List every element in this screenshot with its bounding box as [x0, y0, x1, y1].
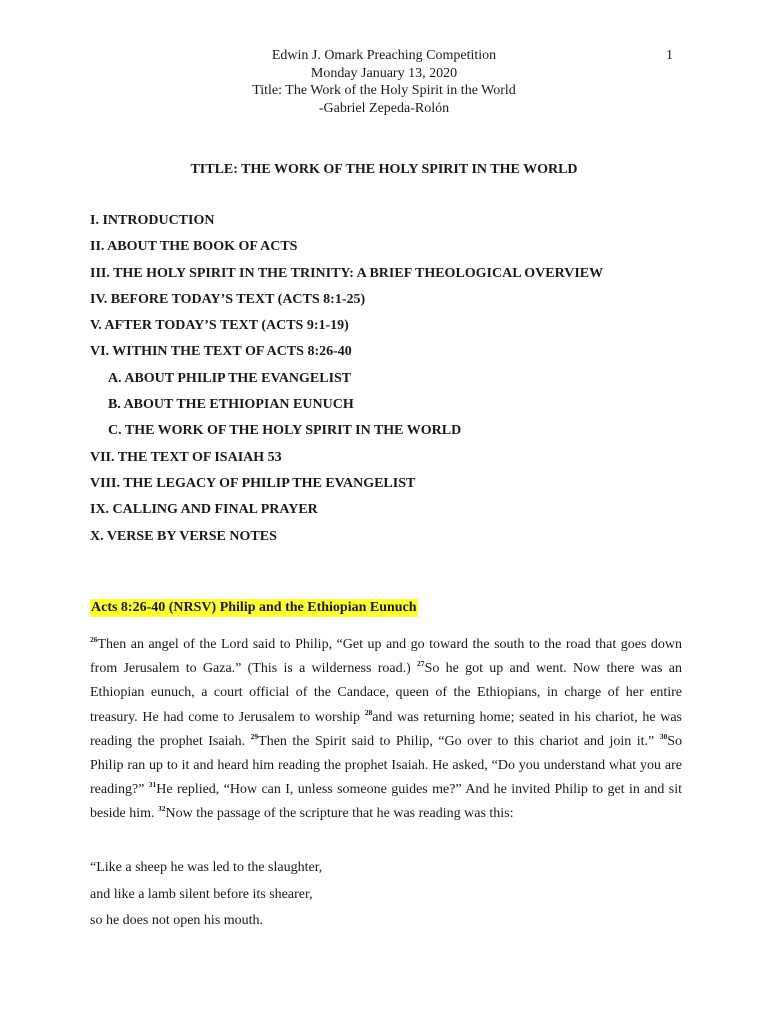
outline-item: IV. BEFORE TODAY’S TEXT (ACTS 8:1-25) — [90, 291, 366, 307]
outline-item: I. INTRODUCTION — [90, 213, 215, 228]
page-header — [200, 47, 568, 117]
quoted-poem — [90, 855, 322, 935]
verse-text: He replied, “How can I, unless someone guides me?” And he invited Philip to get in and sit beside him. — [90, 782, 682, 822]
outline-item: II. ABOUT THE BOOK OF ACTS — [90, 239, 298, 255]
header-line-competition: Edwin J. Omark Preaching Competition — [271, 48, 497, 63]
outline-subitem: A. ABOUT PHILIP THE EVANGELIST — [108, 370, 352, 386]
poem-line: “Like a sheep he was led to the slaughter, — [90, 860, 323, 875]
verse-text: Then the Spirit said to Philip, “Go over to this chariot and join it.” — [258, 733, 660, 749]
verse-number: 28 — [364, 707, 373, 717]
verse-text: So Philip ran up to it and heard him reading the prophet Isaiah. He asked, “Do you understand what you are reading?” — [90, 733, 682, 798]
verse-number: 29 — [250, 731, 259, 741]
verse-number: 26 — [90, 635, 98, 644]
verse-text: So he got up and went. Now there was an Ethiopian eunuch, a court official of the Candace, queen of the Ethiopians, in charge of her entire treasury. He had come to Jerusalem to worship — [90, 661, 682, 725]
document-title: TITLE: THE WORK OF THE HOLY SPIRIT IN THE WORLD — [190, 162, 578, 177]
verse-text: and was returning home; seated in his chariot, he was reading the prophet Isaiah. — [90, 709, 683, 749]
page-number: 1 — [666, 48, 673, 63]
verse-number: 31 — [148, 780, 157, 790]
outline-item: III. THE HOLY SPIRIT IN THE TRINITY: A BRIEF THEOLOGICAL OVERVIEW — [90, 265, 604, 281]
header-line-title: Title: The Work of the Holy Spirit in the World — [252, 83, 516, 98]
outline-subitem: C. THE WORK OF THE HOLY SPIRIT IN THE WORLD — [108, 423, 462, 439]
outline-subitem: B. ABOUT THE ETHIOPIAN EUNUCH — [108, 397, 354, 413]
outline-item: VIII. THE LEGACY OF PHILIP THE EVANGELIST — [90, 475, 416, 491]
verse-text: Then an angel of the Lord said to Philip, “Get up and go toward the south to the road that goes down from Jerusalem to Gaza.” (This is a wilderness road.) — [90, 637, 682, 677]
verse-number: 30 — [659, 731, 668, 741]
poem-line: so he does not open his mouth. — [90, 913, 264, 928]
poem-line: and like a lamb silent before its shearer, — [90, 886, 313, 902]
header-line-date: Monday January 13, 2020 — [310, 65, 458, 81]
verse-text: Now the passage of the scripture that he was reading was this: — [165, 806, 514, 822]
passage-heading-highlighted: Acts 8:26-40 (NRSV) Philip and the Ethiopian Eunuch — [91, 600, 417, 615]
verse-number: 27 — [417, 659, 425, 669]
header-line-author: -Gabriel Zepeda-Rolón — [318, 100, 450, 116]
sermon-outline — [90, 212, 603, 554]
verse-number: 32 — [158, 804, 166, 814]
outline-item: V. AFTER TODAY’S TEXT (ACTS 9:1-19) — [90, 318, 349, 334]
outline-item: VI. WITHIN THE TEXT OF ACTS 8:26-40 — [90, 344, 352, 360]
outline-item: IX. CALLING AND FINAL PRAYER — [90, 502, 318, 518]
outline-item: VII. THE TEXT OF ISAIAH 53 — [90, 449, 282, 465]
scripture-passage — [90, 633, 682, 827]
outline-item: X. VERSE BY VERSE NOTES — [90, 528, 277, 544]
